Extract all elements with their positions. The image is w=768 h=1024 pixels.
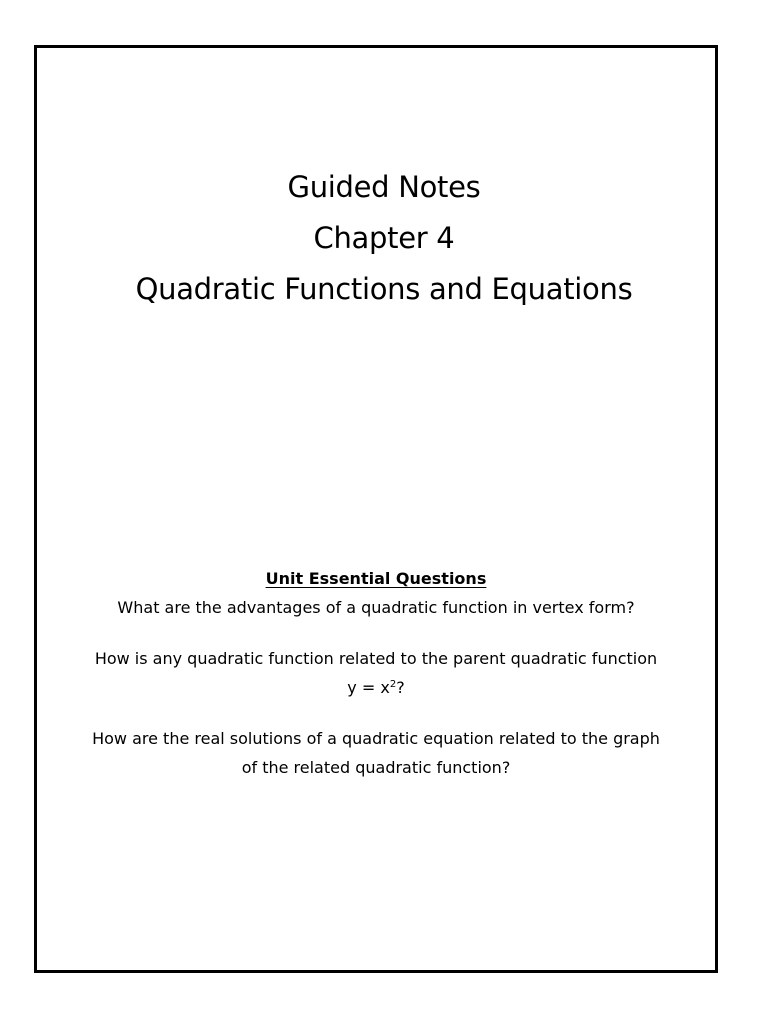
title-guided-notes: Guided Notes (287, 170, 481, 204)
question-real-solutions (34, 724, 718, 782)
essential-questions-heading: Unit Essential Questions (265, 569, 487, 588)
question-parent-function (34, 644, 718, 702)
question-2-line-2 (34, 673, 718, 702)
title-chapter: Chapter 4 (313, 221, 455, 255)
essential-questions-section (34, 564, 718, 782)
question-vertex-form (34, 593, 718, 622)
equation-base: y = x (347, 678, 390, 697)
equation-exponent: 2 (389, 679, 397, 690)
equation-end: ? (396, 678, 405, 697)
title-topic: Quadratic Functions and Equations (135, 272, 633, 306)
question-3-line-2: of the related quadratic function? (241, 758, 511, 777)
document-title (34, 162, 734, 315)
question-2-line-1: How is any quadratic function related to the parent quadratic function (94, 649, 658, 668)
question-1-text: What are the advantages of a quadratic function in vertex form? (117, 598, 635, 617)
question-3-line-1: How are the real solutions of a quadratic equation related to the graph (92, 729, 660, 748)
